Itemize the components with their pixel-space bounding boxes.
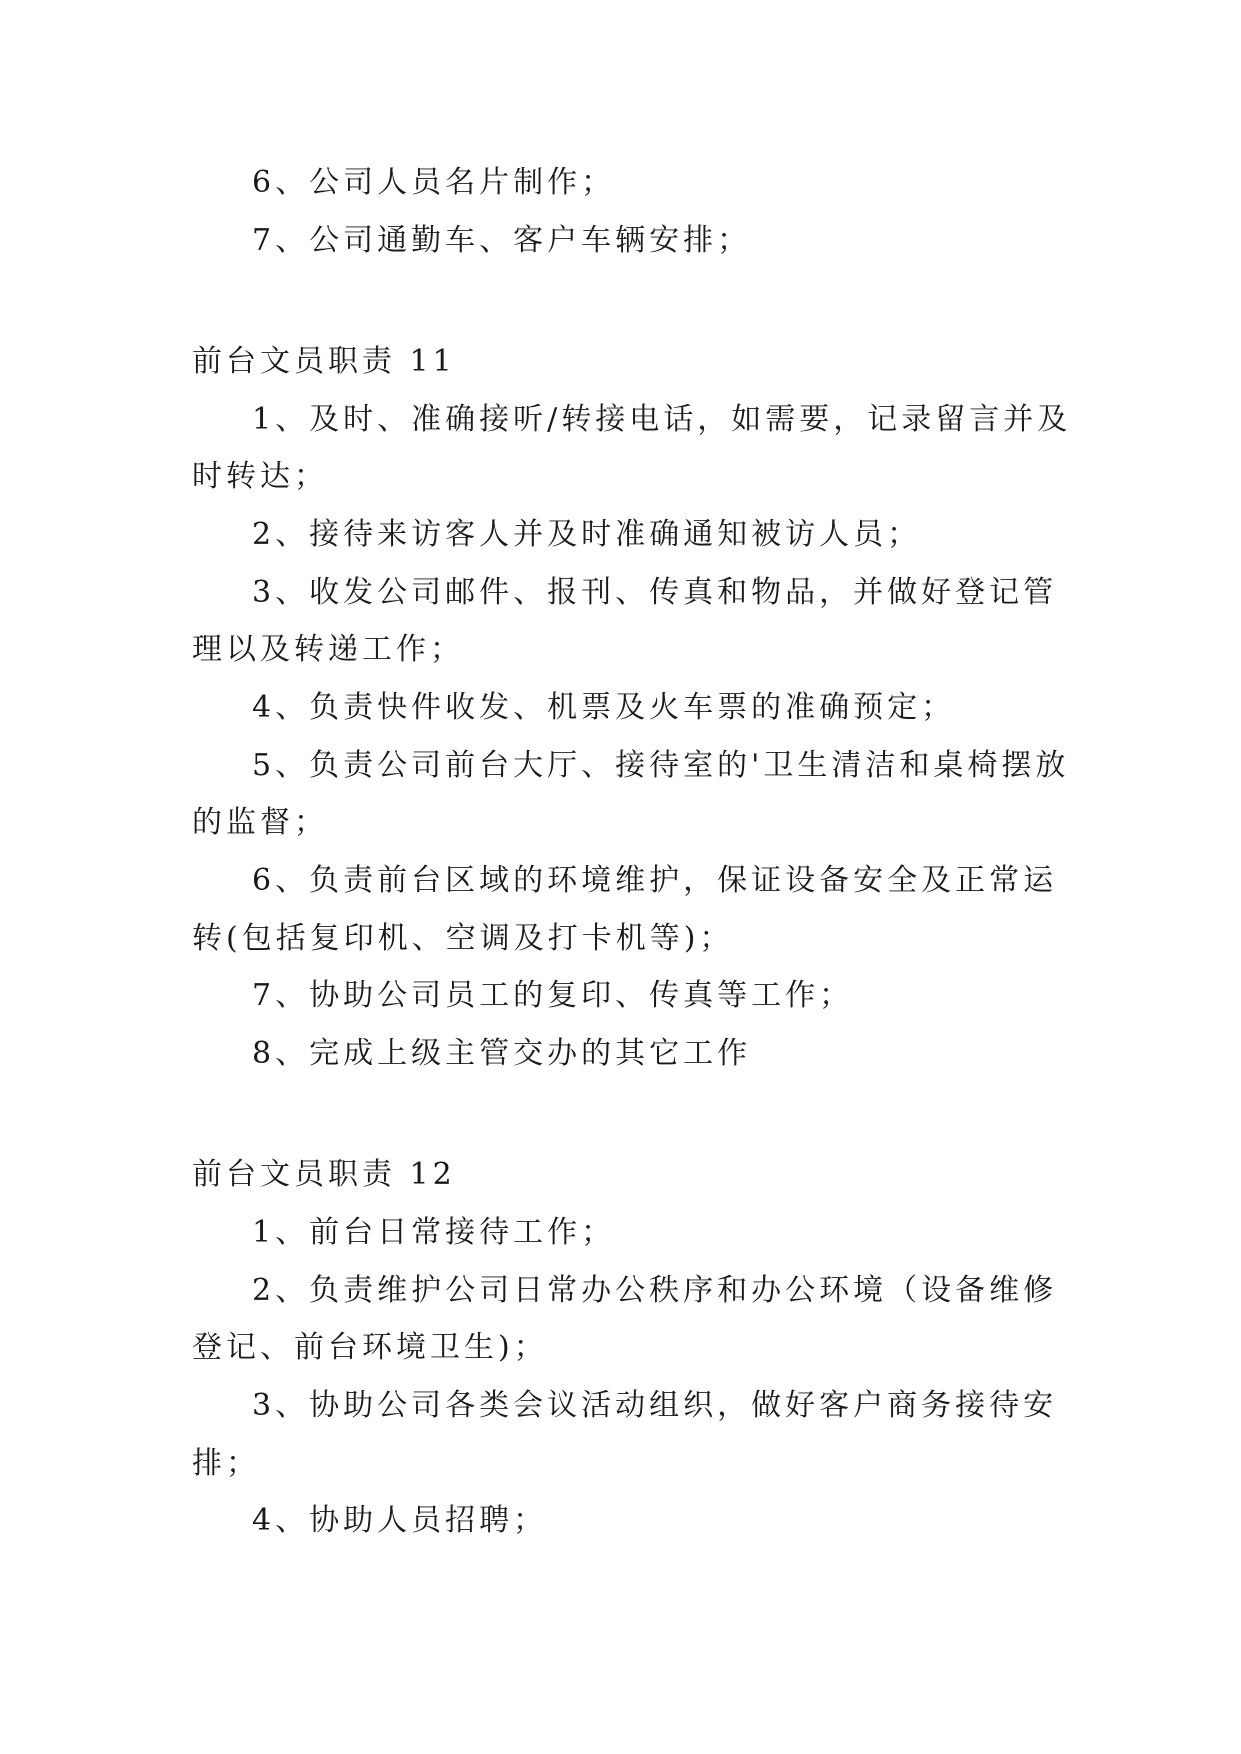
list-item: 2、负责维护公司日常办公秩序和办公环境（设备维修 [252,1273,1058,1308]
list-item: 4、协助人员招聘； [252,1503,548,1538]
list-item: 8、完成上级主管交办的其它工作 [252,1036,752,1071]
list-item: 7、协助公司员工的复印、传真等工作； [252,978,854,1013]
list-item: 7、公司通勤车、客户车辆安排； [252,223,752,258]
list-item: 4、负责快件收发、机票及火车票的准确预定； [252,690,956,725]
section-heading-11: 前台文员职责 11 [192,344,456,379]
list-item-continuation: 理以及转递工作； [192,632,464,667]
list-item-continuation: 排； [192,1446,260,1481]
list-item-continuation: 时转达； [192,459,328,494]
list-item: 6、负责前台区域的环境维护，保证设备安全及正常运 [252,863,1058,898]
list-item: 5、负责公司前台大厅、接待室的'卫生清洁和桌椅摆放 [252,748,1070,783]
list-item-continuation: 的监督； [192,805,328,840]
list-item-continuation: 登记、前台环境卫生)； [192,1330,548,1365]
list-item: 3、协助公司各类会议活动组织，做好客户商务接待安 [252,1388,1058,1423]
section-heading-12: 前台文员职责 12 [192,1157,456,1192]
list-item: 6、公司人员名片制作； [252,165,616,200]
list-item: 3、收发公司邮件、报刊、传真和物品，并做好登记管 [252,575,1058,610]
list-item-continuation: 转(包括复印机、空调及打卡机等)； [192,921,734,956]
list-item: 2、接待来访客人并及时准确通知被访人员； [252,517,922,552]
list-item: 1、前台日常接待工作； [252,1215,616,1250]
list-item: 1、及时、准确接听/转接电话，如需要，记录留言并及 [252,402,1072,437]
